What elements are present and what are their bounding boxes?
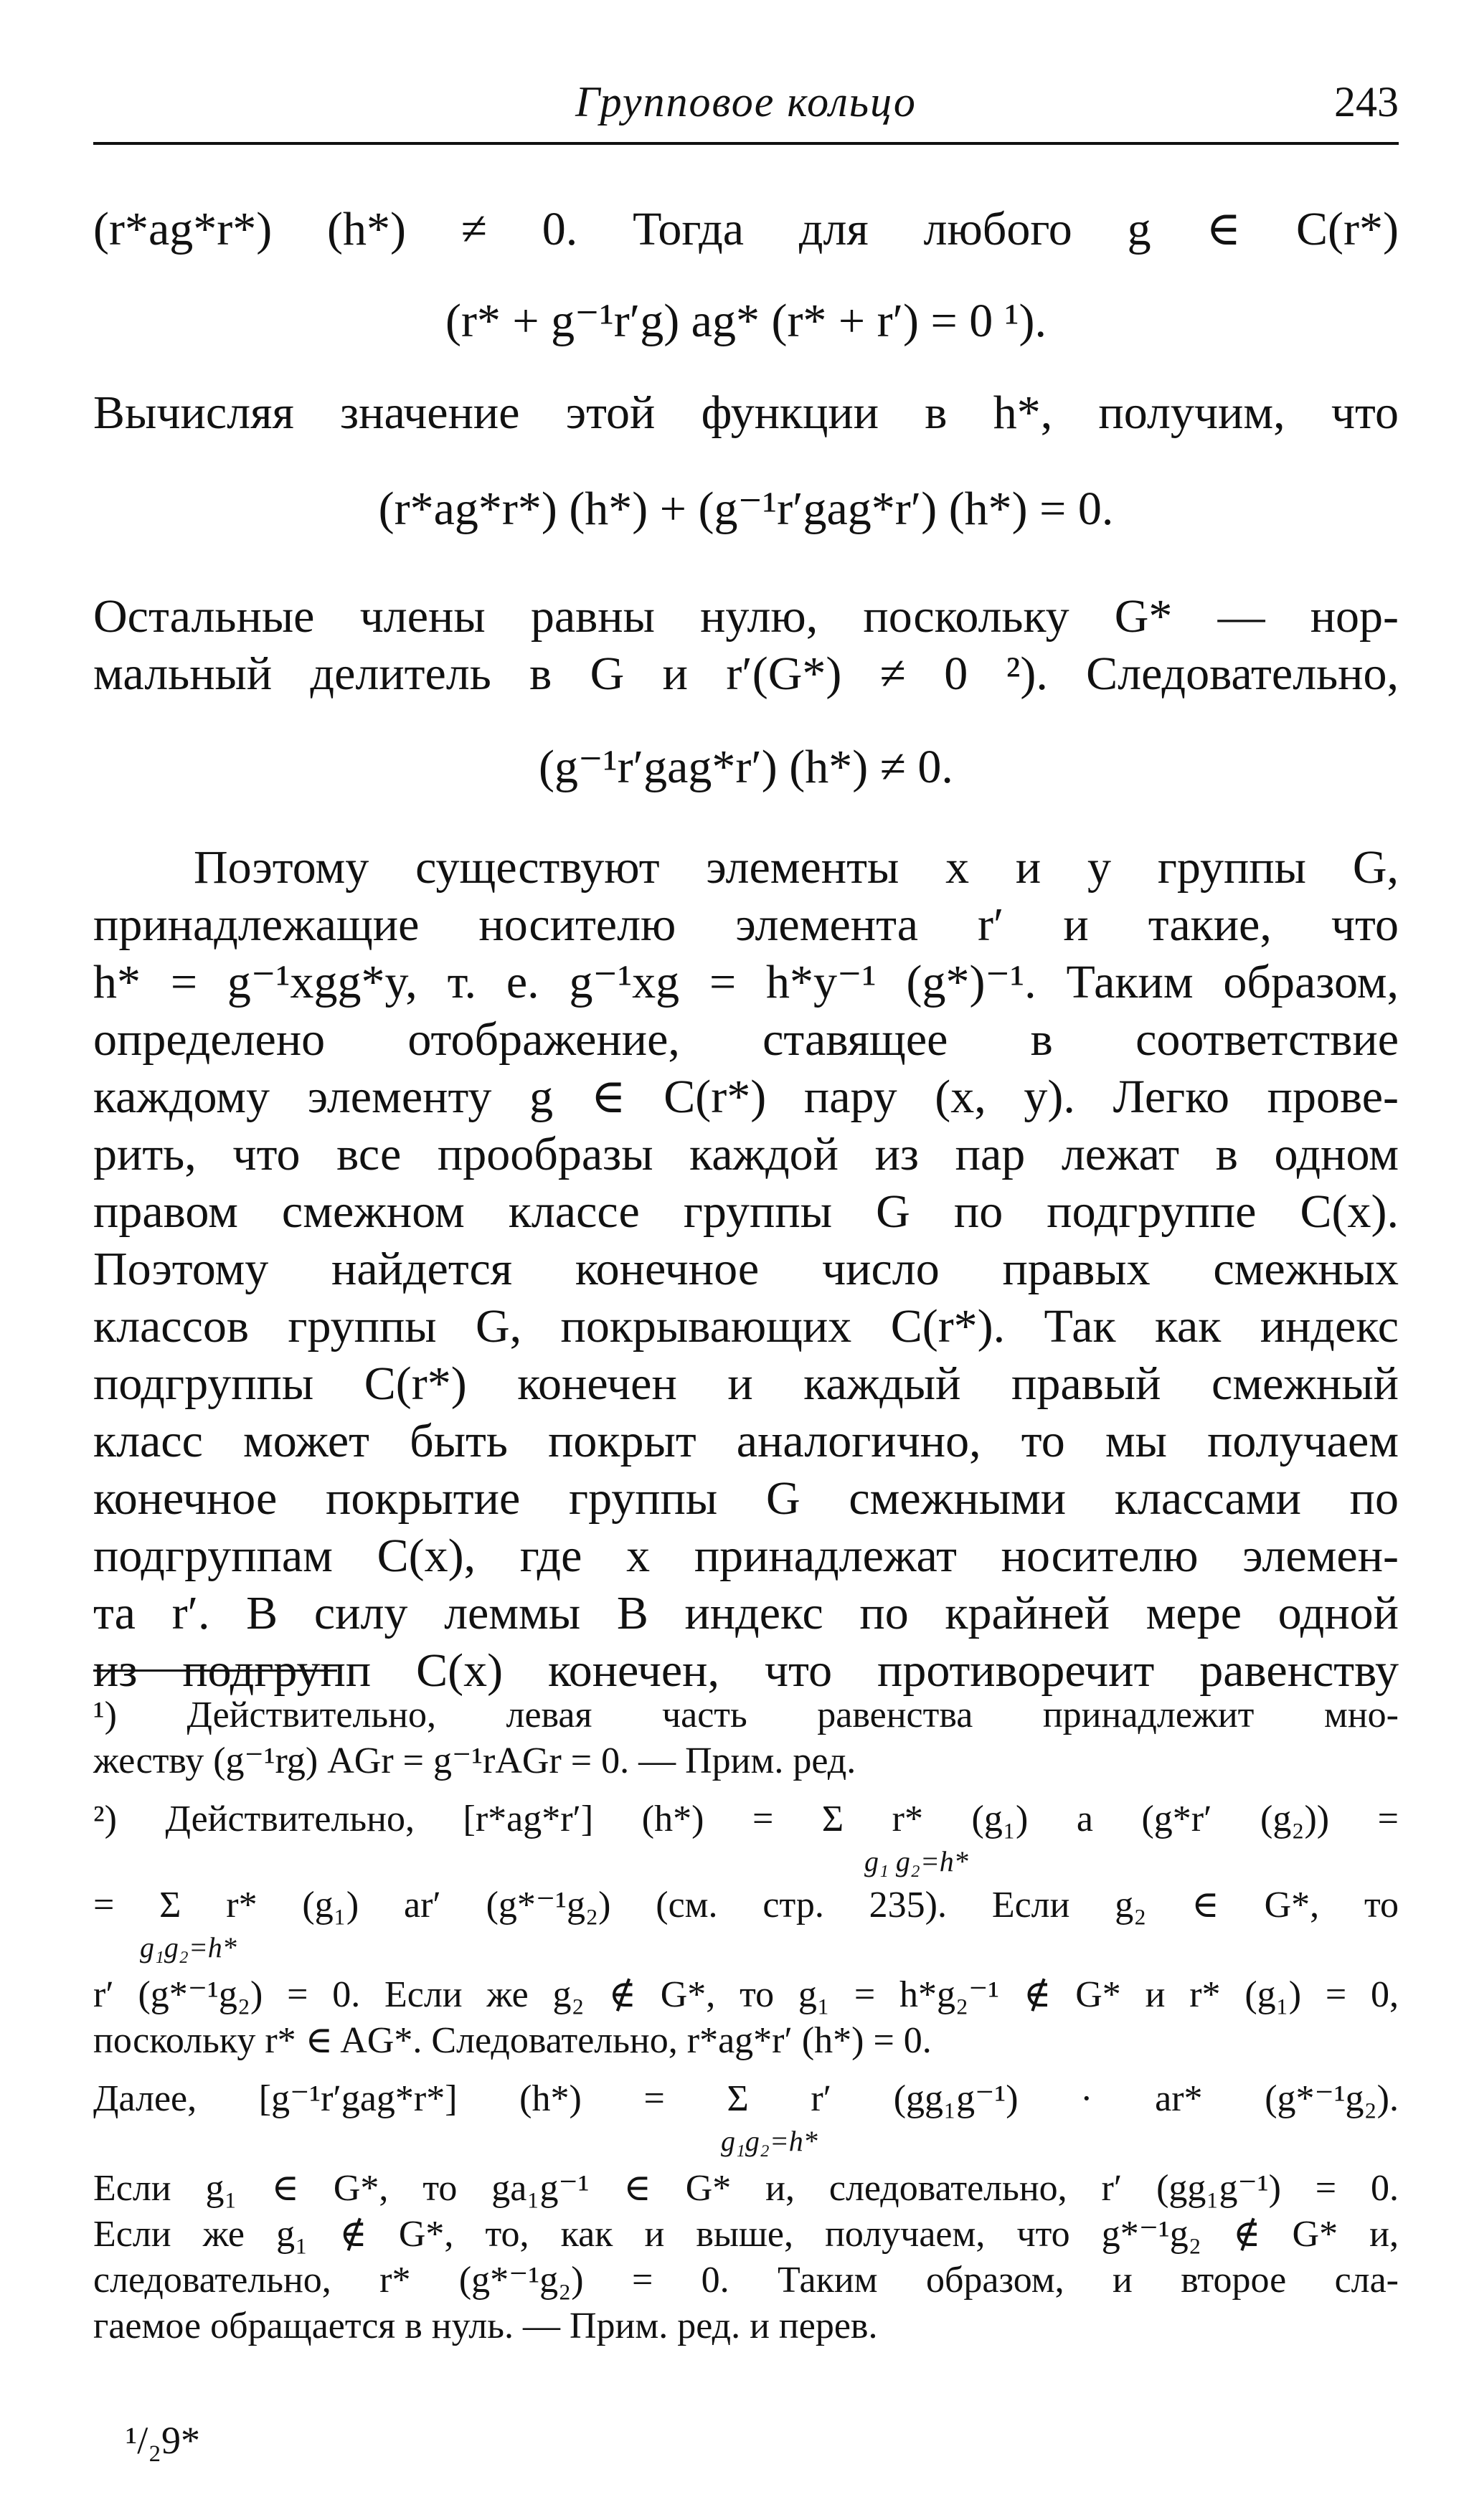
text-line: Вычисляя значение этой функции в h*, получим, что [93,387,1399,439]
display-formula: (r*ag*r*) (h*) + (g⁻¹r′gag*r′) (h*) = 0. [378,483,1114,535]
text-line: принадлежащие носителю элемента r′ и такие, что [93,899,1399,951]
footnote-rule [93,1669,337,1672]
footnote-line: Если g₁ ∈ G*, то ga₁g⁻¹ ∈ G* и, следовательно, r′ (gg₁g⁻¹) = 0. [93,2168,1399,2209]
text-line: Поэтому существуют элементы x и y группы G, [194,841,1399,894]
footnote-line: Далее, [g⁻¹r′gag*r*] (h*) = Σ r′ (gg₁g⁻¹) · ar* (g*⁻¹g₂). [93,2078,1399,2119]
sum-subscript: g₁g₂=h* [140,1931,237,1964]
running-title: Групповое кольцо [575,78,917,125]
text-line: каждому элементу g ∈ C(r*) пару (x, y). Легко прове- [93,1071,1399,1123]
text-line: определено отображение, ставящее в соответствие [93,1013,1399,1066]
footnote-line: Если же g₁ ∉ G*, то, как и выше, получаем, что g*⁻¹g₂ ∉ G* и, [93,2214,1399,2255]
footnote-line: поскольку r* ∈ AG*. Следовательно, r*ag*r′ (h*) = 0. [93,2020,932,2061]
text-line: классов группы G, покрывающих C(r*). Так как индекс [93,1300,1399,1353]
display-formula: (g⁻¹r′gag*r′) (h*) ≠ 0. [539,741,953,793]
footnote-line: жеству (g⁻¹rg) AGr = g⁻¹rAGr = 0. — Прим. ред. [93,1740,856,1781]
text-line: подгруппы C(r*) конечен и каждый правый смежный [93,1358,1399,1410]
running-head [93,77,1399,145]
text-line: h* = g⁻¹xgg*y, т. е. g⁻¹xg = h*y⁻¹ (g*)⁻¹. Таким образом, [93,956,1399,1008]
text-line: та r′. В силу леммы B индекс по крайней мере одной [93,1587,1399,1639]
footnote-line: ¹) Действительно, левая часть равенства принадлежит мно- [93,1695,1399,1735]
page-number: 243 [1334,78,1399,125]
footnote-line: r′ (g*⁻¹g₂) = 0. Если же g₂ ∉ G*, то g₁ = h*g₂⁻¹ ∉ G* и r* (g₁) = 0, [93,1974,1399,2015]
footnote-line: следовательно, r* (g*⁻¹g₂) = 0. Таким образом, и второе сла- [93,2260,1399,2301]
signature-mark: ¹/₂9* [126,2419,201,2462]
text-line: рить, что все прообразы каждой из пар лежат в одном [93,1128,1399,1180]
text-line: конечное покрытие группы G смежными классами по [93,1472,1399,1525]
text-line: Поэтому найдется конечное число правых смежных [93,1243,1399,1295]
text-line: подгруппам C(x), где x принадлежат носителю элемен- [93,1530,1399,1582]
text-line: (r*ag*r*) (h*) ≠ 0. Тогда для любого g ∈ C(r*) [93,203,1399,255]
text-line: мальный делитель в G и r′(G*) ≠ 0 ²). Следовательно, [93,648,1399,700]
footnote-line: гаемое обращается в нуль. — Прим. ред. и перев. [93,2306,878,2346]
text-line: правом смежном классе группы G по подгруппе C(x). [93,1185,1399,1238]
text-line: класс может быть покрыт аналогично, то мы получаем [93,1415,1399,1467]
text-line: Остальные члены равны нулю, поскольку G* — нор- [93,590,1399,643]
text-line: из подгрупп C(x) конечен, что противоречит равенству [93,1644,1399,1697]
sum-subscript: g₁ g₂=h* [864,1845,968,1877]
footnote-line: ²) Действительно, [r*ag*r′] (h*) = Σ r* (g₁) a (g*r′ (g₂)) = [93,1799,1399,1839]
sum-subscript: g₁g₂=h* [721,2125,818,2157]
display-formula: (r* + g⁻¹r′g) ag* (r* + r′) = 0 ¹). [445,295,1047,347]
footnote-line: = Σ r* (g₁) ar′ (g*⁻¹g₂) (см. стр. 235). Если g₂ ∈ G*, то [93,1885,1399,1925]
